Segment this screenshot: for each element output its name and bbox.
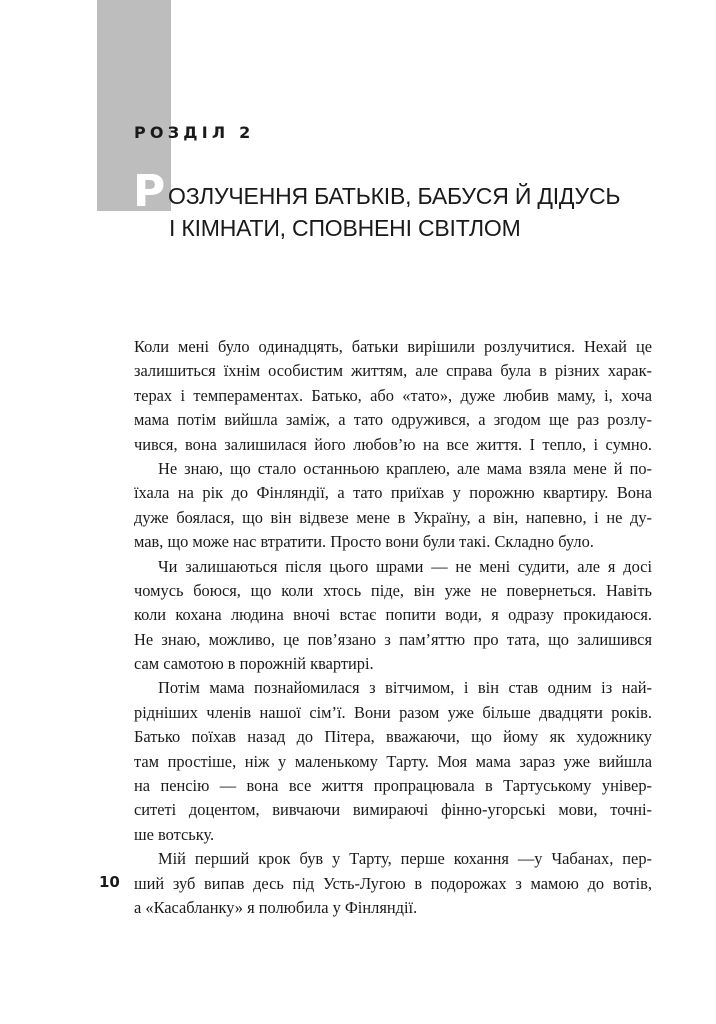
chapter-label: РОЗДІЛ 2 [134, 123, 255, 142]
text-line: Не знаю, можливо, це пов’язано з пам’яттю про тата, що залишився [134, 629, 652, 649]
text-line: рідніших членів нашої сім’ї. Вони разом уже більше двадцяти років. [134, 702, 652, 722]
text-line: мама потім вийшла заміж, а тато одружився, а згодом ще раз розлу- [134, 410, 652, 430]
text-line: мав, що може нас втратити. Просто вони були такі. Складно було. [134, 532, 594, 552]
text-line: їхала на рік до Фінляндії, а тато приїхав у порожню квартиру. Вона [134, 483, 652, 503]
body-text [134, 335, 652, 920]
text-line: залишиться їхнім особистим життям, але справа була в різних харак- [134, 361, 652, 381]
text-line: ситеті доцентом, вивчаючи вимираючі фінно-угорські мови, точні- [134, 800, 652, 820]
text-line: ше вотську. [134, 824, 215, 844]
text-line: Не знаю, що стало останньою краплею, але мама взяла мене й по- [158, 458, 652, 478]
text-line: Потім мама познайомилася з вітчимом, і він став одним із най- [158, 678, 652, 698]
page-number: 10 [99, 873, 120, 891]
chapter-title-line-2: І КІМНАТИ, СПОВНЕНІ СВІТЛОМ [169, 215, 521, 241]
text-line: сам самотою в порожній квартирі. [134, 654, 374, 674]
chapter-dropcap: Р [133, 166, 166, 217]
text-line: чився, вона залишилася його любов’ю на все життя. І тепло, і сумно. [134, 434, 652, 454]
text-line: Коли мені було одинадцять, батьки вирішили розлучитися. Нехай це [134, 337, 652, 356]
text-line: Батько поїхав назад до Пітера, вважаючи, що йому як художнику [134, 727, 652, 747]
text-line: коли кохана людина вночі встає попити води, я одразу прокидаюся. [134, 605, 652, 625]
text-line: Мій перший крок був у Тарту, перше кохання —у Чабанах, пер- [158, 849, 652, 869]
text-line: дуже боялася, що він відвезе мене в Україну, а він, напевно, і не ду- [134, 507, 652, 527]
text-line: а «Касабланку» я полюбила у Фінляндії. [134, 897, 418, 917]
text-line: на пенсію — вона все життя пропрацювала в Тартуському універ- [134, 776, 652, 796]
chapter-title-line-1: ОЗЛУЧЕННЯ БАТЬКІВ, БАБУСЯ Й ДІДУСЬ [168, 183, 621, 209]
text-line: чомусь боюся, що коли хтось піде, він уже не повернеться. Навіть [134, 580, 652, 600]
text-line: ший зуб випав десь під Усть-Лугою в подорожах з мамою до вотів, [134, 873, 652, 893]
text-line: там простіше, ніж у маленькому Тарту. Моя мама зараз уже вийшла [134, 751, 652, 771]
text-line: терах і темпераментах. Батько, або «тато», дуже любив маму, і, хоча [134, 385, 652, 405]
text-line: Чи залишаються після цього шрами — не мені судити, але я досі [158, 556, 652, 576]
